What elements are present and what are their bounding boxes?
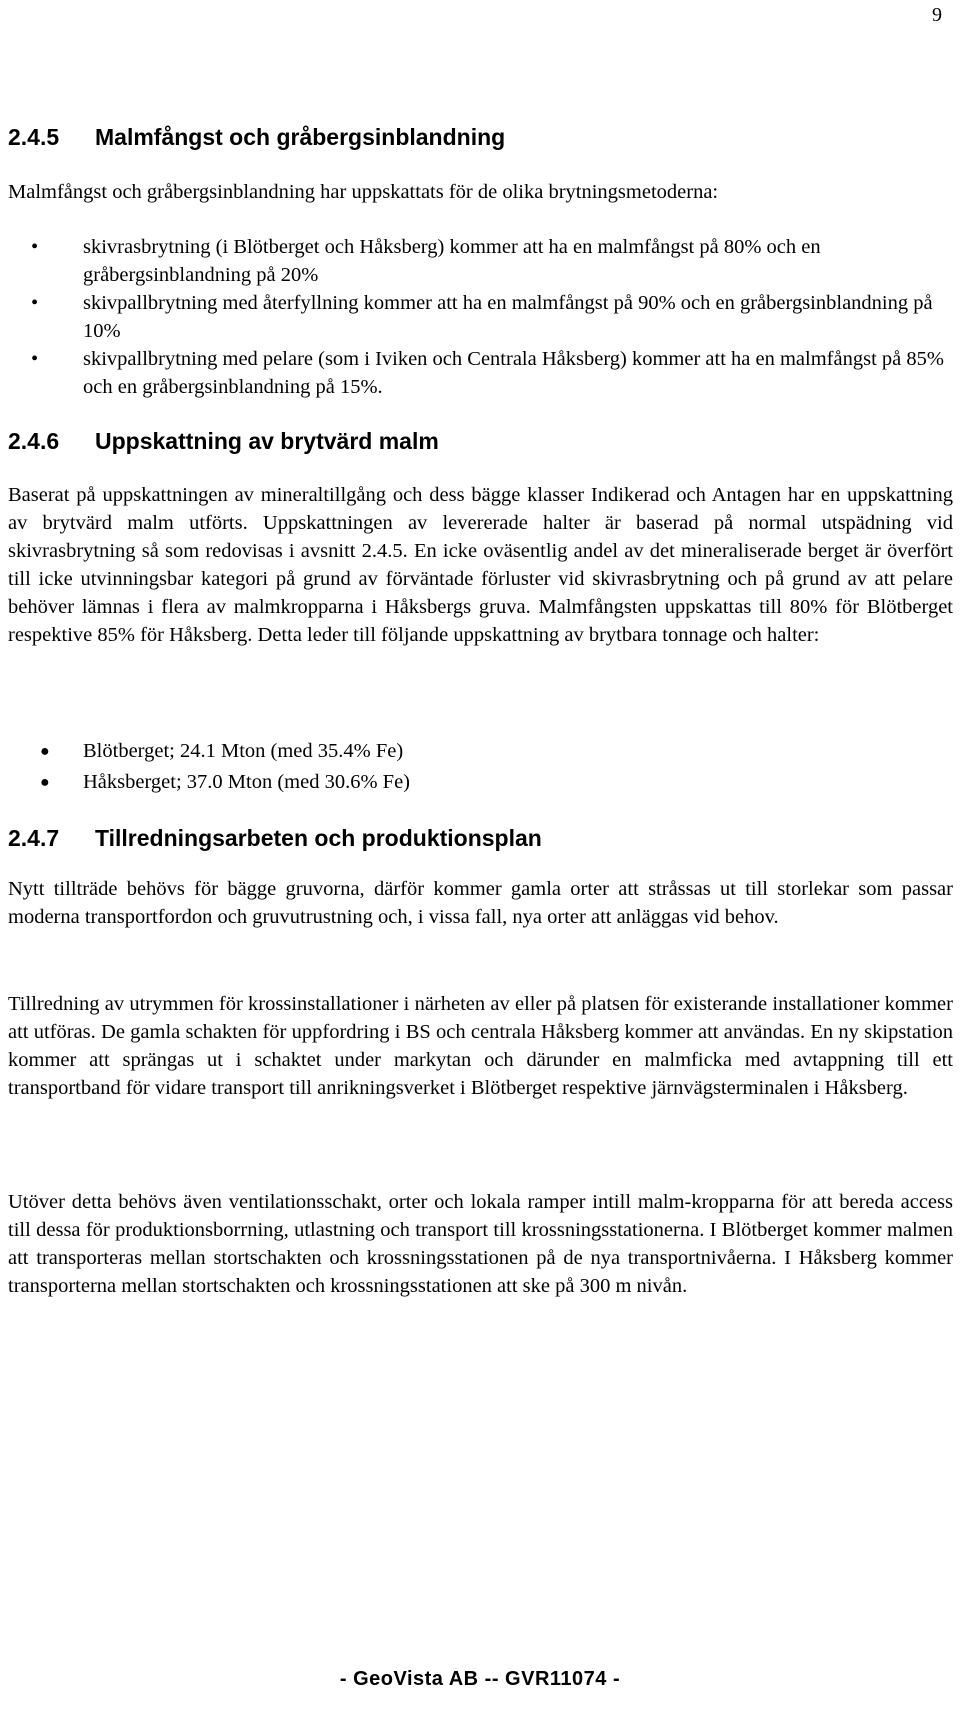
section-heading-2-4-7 [8,825,542,852]
section-intro: Malmfångst och gråbergsinblandning har uppskattats för de olika brytningsmetoderna: [8,181,719,203]
bullet-icon: ● [40,743,50,760]
section-paragraph: Baserat på uppskattningen av mineraltillgång och dess bägge klasser Indikerad och Antagen har en uppskattning av brytvärd malm utförts. Uppskattningen av levererade halter är baserad på normal utspädning vid skivrasbrytning så som redovisas i avsnitt 2.4.5. En icke oväsentlig andel av det mineraliserade berget är överfört till icke utvinningsbar kategori på grund av förväntade förluster vid skivrasbrytning och på grund av att pelare behöver lämnas i flera av malmkropparna i Håksbergs gruva. Malmfångsten uppskattas till 80% för Blötberget respektive 85% för Håksberg. Detta leder till följande uppskattning av brytbara tonnage och halter: [8,484,953,646]
list-item [8,736,953,767]
section-title: Malmfångst och gråbergsinblandning [95,124,506,150]
section-number: 2.4.6 [8,428,60,454]
list-item [8,233,953,289]
list-item [8,345,953,401]
bullet-icon: ● [40,774,50,791]
list-item-text: skivpallbrytning med pelare (som i Iviken och Centrala Håksberg) kommer att ha en malmfångst på 85% och en gråbergsinblandning på 15%. [83,348,944,398]
section-paragraph: Nytt tillträde behövs för bägge gruvorna, därför kommer gamla orter att stråssas ut till storlekar som passar moderna transportfordon och gruvutrustning och, i vissa fall, nya orter att anläggas vid behov. [8,878,953,928]
section-heading-2-4-6 [8,428,439,455]
bullet-icon: • [31,236,39,258]
section-title: Tillredningsarbeten och produktionsplan [95,825,542,851]
section-title: Uppskattning av brytvärd malm [95,428,439,454]
list-item-text: skivrasbrytning (i Blötberget och Håksberg) kommer att ha en malmfångst på 80% och en gråbergsinblandning på 20% [83,236,821,286]
list-item [8,767,953,798]
list-item [8,289,953,345]
list-item-text: Blötberget; 24.1 Mton (med 35.4% Fe) [83,740,404,762]
section-heading-2-4-5 [8,124,505,151]
page-number: 9 [932,4,942,26]
section-paragraph: Tillredning av utrymmen för krossinstallationer i närheten av eller på platsen för existerande installationer kommer att utföras. De gamla schakten för uppfordring i BS och centrala Håksberg kommer att användas. En ny skipstation kommer att sprängas ut i schaktet under markytan och därunder en malmficka med avtappning till ett transportband för vidare transport till anrikningsverket i Blötberget respektive järnvägsterminalen i Håksberg. [8,993,953,1099]
section-number: 2.4.7 [8,825,60,851]
method-bullet-list [8,233,953,401]
tonnage-bullet-list [8,736,953,798]
section-paragraph: Utöver detta behövs även ventilationsschakt, orter och lokala ramper intill malm-kropparna för att bereda access till dessa för produktionsborrning, utlastning och transport till krossningsstationerna. I Blötberget kommer malmen att transporteras mellan stortschakten och krossningsstationen på de nya transportnivåerna. I Håksberg kommer transporterna mellan stortschakten och krossningsstationen att ske på 300 m nivån. [8,1191,953,1297]
list-item-text: skivpallbrytning med återfyllning kommer att ha en malmfångst på 90% och en gråbergsinblandning på 10% [83,292,933,342]
section-number: 2.4.5 [8,124,60,150]
bullet-icon: • [31,348,39,370]
list-item-text: Håksberget; 37.0 Mton (med 30.6% Fe) [83,771,410,793]
bullet-icon: • [31,292,39,314]
page-footer: - GeoVista AB -- GVR11074 - [339,1668,621,1690]
